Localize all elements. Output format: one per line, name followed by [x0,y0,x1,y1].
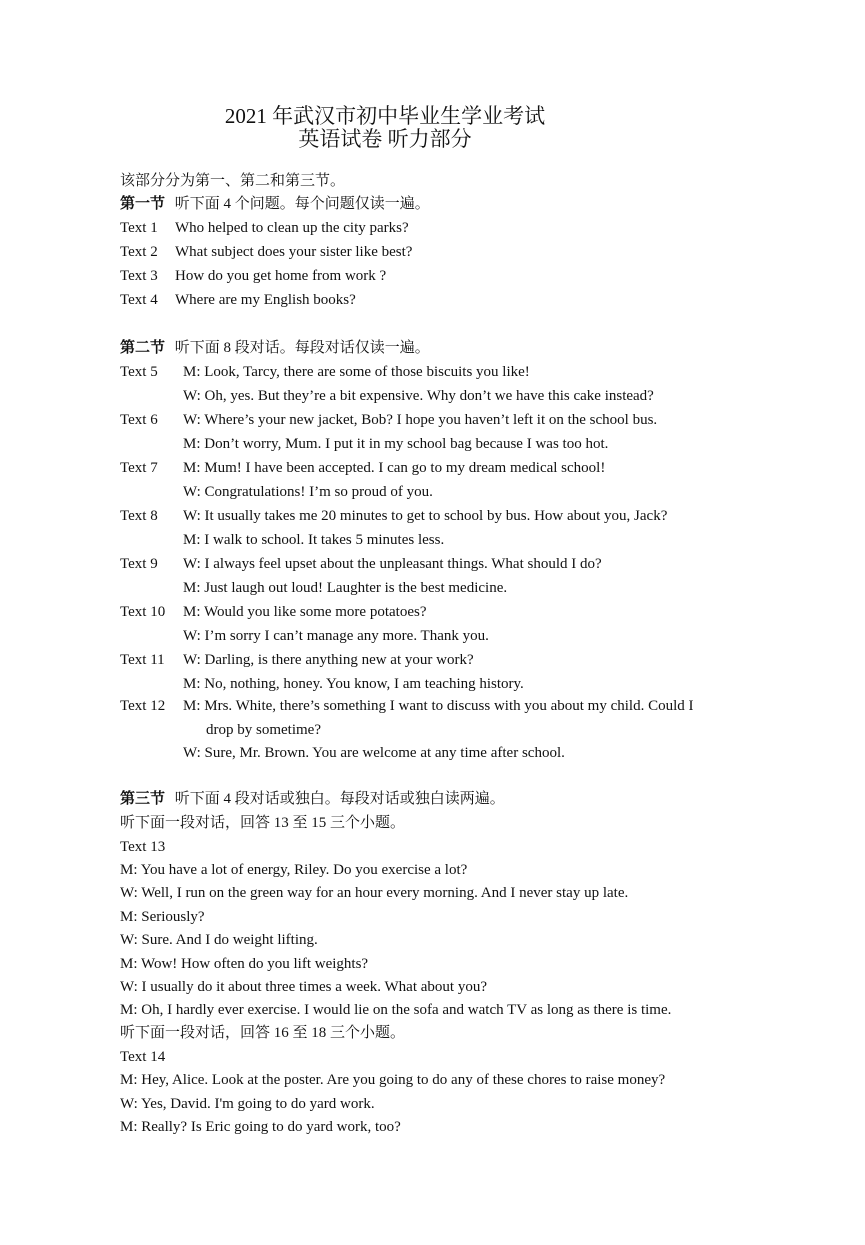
dialogue-line: M: Would you like some more potatoes? [183,604,427,620]
section2-heading [120,339,430,357]
dialogue-label: Text 8 [120,508,158,524]
passage-prompt: 听下面一段对话，回答 13 至 15 三个小题。 [120,815,406,831]
title-line-2: 英语试卷 听力部分 [298,127,472,151]
passage-line: M: Hey, Alice. Look at the poster. Are you going to do any of these chores to raise money? [120,1072,666,1088]
dialogue-line: W: It usually takes me 20 minutes to get to school by bus. How about you, Jack? [183,508,668,524]
passage-line: W: Sure. And I do weight lifting. [120,932,318,948]
dialogue-label: Text 10 [120,604,166,620]
section3-heading [120,790,505,808]
dialogue-line: W: I’m sorry I can’t manage any more. Thank you. [183,628,489,644]
passage-line: W: Yes, David. I'm going to do yard work. [120,1096,375,1112]
dialogue-line: W: Oh, yes. But they’re a bit expensive. Why don’t we have this cake instead? [183,388,654,404]
text-label: Text 4 [120,292,158,308]
question-text: Who helped to clean up the city parks? [175,220,409,236]
dialogue-label: Text 5 [120,364,158,380]
passage-line: M: Seriously? [120,909,205,925]
section2-label: 第二节 [120,340,166,356]
passage-line: W: Well, I run on the green way for an hour every morning. And I never stay up late. [120,885,629,901]
section2-instruction: 听下面 8 段对话。每段对话仅读一遍。 [174,340,430,356]
question-text: How do you get home from work ? [175,268,387,284]
section3-label: 第三节 [120,791,166,807]
dialogue-line: W: Darling, is there anything new at your work? [183,652,474,668]
dialogue-label: Text 12 [120,698,166,714]
dialogue-line: M: No, nothing, honey. You know, I am teaching history. [183,676,524,692]
passage-line: M: You have a lot of energy, Riley. Do you exercise a lot? [120,862,468,878]
dialogue-line: M: Don’t worry, Mum. I put it in my school bag because I was too hot. [183,436,609,452]
dialogue-line: W: I always feel upset about the unpleasant things. What should I do? [183,556,602,572]
passage-line: M: Really? Is Eric going to do yard work, too? [120,1119,401,1135]
passage-line: M: Oh, I hardly ever exercise. I would lie on the sofa and watch TV as long as there is time. [120,1002,672,1018]
text-label: Text 1 [120,220,158,236]
passage-prompt: 听下面一段对话，回答 16 至 18 三个小题。 [120,1025,406,1041]
dialogue-line: W: Where’s your new jacket, Bob? I hope you haven’t left it on the school bus. [183,412,658,428]
text-label: Text 3 [120,268,158,284]
dialogue-line: M: Just laugh out loud! Laughter is the best medicine. [183,580,508,596]
passage-line: M: Wow! How often do you lift weights? [120,956,369,972]
section1-label: 第一节 [120,196,166,212]
passage-line: W: I usually do it about three times a week. What about you? [120,979,487,995]
dialogue-line: M: I walk to school. It takes 5 minutes less. [183,532,445,548]
dialogue-line: M: Mrs. White, there’s something I want to discuss with you about my child. Could I [183,698,694,714]
dialogue-label: Text 6 [120,412,158,428]
passage-label: Text 13 [120,839,166,855]
title-line-1: 2021 年武汉市初中毕业生学业考试 [224,104,546,128]
dialogue-label: Text 9 [120,556,158,572]
section3-instruction: 听下面 4 段对话或独白。每段对话或独白读两遍。 [174,791,505,807]
dialogue-line: W: Congratulations! I’m so proud of you. [183,484,433,500]
question-text: What subject does your sister like best? [175,244,413,260]
section1-heading [120,195,430,213]
section1-instruction: 听下面 4 个问题。每个问题仅读一遍。 [174,196,430,212]
dialogue-label: Text 7 [120,460,158,476]
dialogue-label: Text 11 [120,652,165,668]
dialogue-line: M: Look, Tarcy, there are some of those biscuits you like! [183,364,530,380]
question-text: Where are my English books? [175,292,356,308]
intro-text: 该部分分为第一、第二和第三节。 [120,173,346,189]
text-label: Text 2 [120,244,158,260]
dialogue-line: W: Sure, Mr. Brown. You are welcome at any time after school. [183,745,565,761]
dialogue-line: M: Mum! I have been accepted. I can go to my dream medical school! [183,460,606,476]
dialogue-line: drop by sometime? [206,722,321,738]
passage-label: Text 14 [120,1049,166,1065]
